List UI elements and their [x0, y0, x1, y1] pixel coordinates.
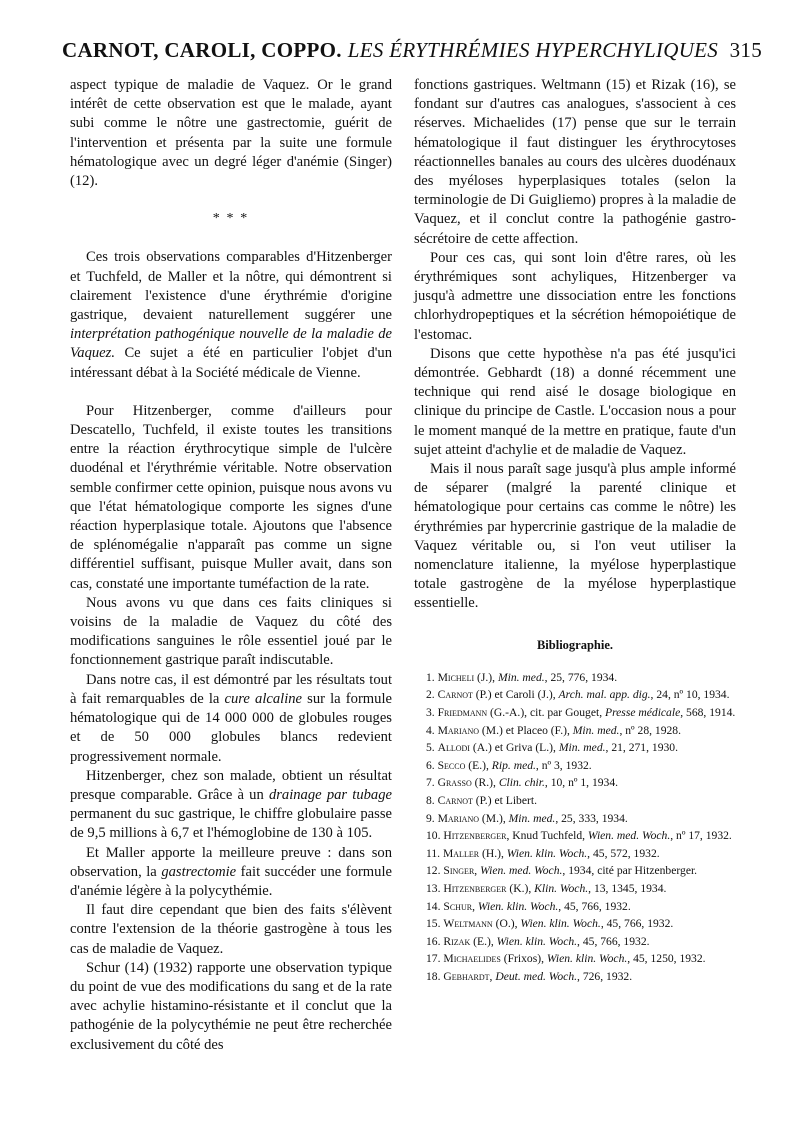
header-authors: CARNOT, CAROLI, COPPO.	[62, 38, 342, 62]
ref-author: Mariano	[437, 811, 480, 825]
ref-rest-a: (P.) et Libert.	[472, 794, 537, 808]
ref-rest-b: , 726, 1932.	[577, 969, 633, 983]
ref-num: 14.	[426, 899, 444, 913]
ref-author: Mariano	[437, 723, 480, 737]
paragraph: Il faut dire cependant que bien des faits s'élèvent contre l'extension de la théorie gastrogène à tous les cas de maladie de Vaquez.	[70, 902, 392, 957]
ref-num: 18.	[426, 969, 444, 983]
bibliography-entry	[414, 845, 736, 863]
paragraph: Nous avons vu que dans ces faits cliniques si voisins de la maladie de Vaquez du côté des modifications sanguines le rôle essentiel joué par le fonctionnement gastrique paraît indiscutable.	[70, 594, 392, 669]
bibliography-entry	[414, 669, 736, 687]
ref-rest-b: , 21, 271, 1930.	[605, 741, 678, 755]
paragraph: Hitzenberger, chez son malade, obtient un résultat presque comparable. Grâce à un drainage par tubage permanent du suc gastrique, le chiffre globulaire passe de 9,5 millions à 6,7 et l'hémoglobine de 130 à 105.	[70, 767, 392, 842]
ref-rest-a: (E.),	[465, 758, 492, 772]
ref-num: 15.	[426, 917, 444, 931]
ref-rest-a: (J.),	[474, 670, 498, 684]
ref-journal: Min. med.	[572, 723, 620, 737]
running-header	[62, 38, 762, 68]
ref-rest-b: , 25, 333, 1934.	[555, 811, 628, 825]
paragraph: Disons que cette hypothèse n'a pas été jusqu'ici démontrée. Gebhardt (18) a donné récemment une technique qui rend aisé le dosage biologique en clinique du principe de Castle. L'occasion nous a pour le moment manqué de la mettre en pratique, faute d'un sujet atteint d'achylie et de maladie de Vaquez.	[414, 345, 736, 458]
ref-rest-b: , 45, 1250, 1932.	[627, 952, 706, 966]
ref-rest-b: , 10, nº 1, 1934.	[544, 776, 619, 790]
ref-journal: Wien. klin. Woch.	[496, 934, 578, 948]
ref-rest-a: (A.) et Griva (L.),	[469, 741, 559, 755]
ref-rest-b: , 45, 766, 1932.	[558, 899, 631, 913]
ref-rest-a: ,	[472, 899, 478, 913]
ref-rest-a: (M.) et Placeo (F.),	[479, 723, 573, 737]
ref-rest-a: (R.),	[471, 776, 499, 790]
bibliography-entry	[414, 915, 736, 933]
ref-rest-a: (Frixos),	[500, 952, 547, 966]
ref-rest-a: (G.-A.), cit. par Gouget,	[487, 706, 605, 720]
ref-journal: Klin. Woch.	[534, 882, 589, 896]
bibliography-entry	[414, 933, 736, 951]
ref-rest-b: , 568, 1914.	[680, 706, 736, 720]
ref-author: Friedmann	[437, 706, 488, 720]
ref-journal: Min. med.	[558, 741, 606, 755]
ref-rest-a: (P.) et Caroli (J.),	[472, 688, 559, 702]
emphasis: drainage par tubage	[268, 786, 392, 803]
ref-num: 12.	[426, 864, 444, 878]
ref-author: Michaelides	[443, 952, 501, 966]
bibliography-entry	[414, 898, 736, 916]
ref-author: Carnot	[437, 794, 473, 808]
ref-rest-a: ,	[474, 864, 481, 878]
bibliography-entry	[414, 810, 736, 828]
ref-author: Weltmann	[443, 917, 493, 931]
paragraph: Schur (14) (1932) rapporte une observation typique du point de vue des modifications du sang et de la rate avec achylie histamino-résistante et il conclut que la pathogénie de la polycythémie ne peut être recherchée exclusivement du côté des	[70, 959, 392, 1053]
ref-rest-b: , nº 3, 1932.	[535, 758, 592, 772]
bibliography-list	[414, 669, 736, 986]
ref-author: Schur	[443, 899, 473, 913]
bibliography-entry	[414, 774, 736, 792]
ref-author: Maller	[442, 846, 480, 860]
ref-rest-b: , nº 17, 1932.	[670, 829, 732, 843]
ref-author: Gebhardt	[443, 969, 490, 983]
bibliography-title: Bibliographie.	[536, 637, 614, 652]
ref-journal: Presse médicale	[605, 706, 681, 720]
ref-num: 16.	[426, 934, 444, 948]
bibliography-entry	[414, 827, 736, 845]
ref-journal: Wien. klin. Woch.	[520, 917, 601, 931]
ref-journal: Rip. med.	[491, 758, 536, 772]
ref-rest-a: (K.),	[506, 882, 535, 896]
ref-author: Secco	[437, 758, 466, 772]
left-column	[70, 76, 392, 1055]
ref-journal: Min. med.	[508, 811, 556, 825]
paragraph: Pour Hitzenberger, comme d'ailleurs pour Descatello, Tuchfeld, il existe toutes les transitions entre la réaction érythrocytique simple de l'ulcère duodénal et l'érythrémie véritable. Notre observation semble confirmer cette opinion, puisque nous avons vu que l'état hématologique comporte les signes d'une réaction hyperplasique totale. Ajoutons que l'absence de splénomégalie n'apparaît pas comme un signe différentiel suffisant, puisque Muller avait, dans son cas, constaté une importante tuméfaction de la rate.	[70, 402, 392, 592]
ref-journal: Deut. med. Woch.	[495, 969, 578, 983]
ref-journal: Wien. klin. Woch.	[506, 846, 588, 860]
bibliography-entry	[414, 880, 736, 898]
paragraph: Et Maller apporte la meilleure preuve : dans son observation, la gastrectomie fait succéder une formule d'anémie légère à la polycythémie.	[70, 844, 392, 899]
ref-num: 8.	[426, 794, 438, 808]
ref-rest-b: , 45, 572, 1932.	[587, 846, 660, 860]
ref-num: 10.	[426, 829, 444, 843]
ref-author: Allodi	[437, 741, 470, 755]
ref-rest-a: (O.),	[492, 917, 521, 931]
ref-rest-a: (E.),	[470, 934, 497, 948]
ref-rest-b: , 24, nº 10, 1934.	[650, 688, 730, 702]
ref-rest-b: , 25, 776, 1934.	[544, 670, 618, 684]
ref-num: 7.	[426, 776, 438, 790]
paragraph: fonctions gastriques. Weltmann (15) et Rizak (16), se fondant sur d'autres cas analogues, s'associent à ces réserves. Michaelides (17) pense que sur le terrain hématologique il faut distinguer les érythrocytoses réactionnelles banales au cours des ulcères duodénaux des myéloses hyperplasiques totales (selon la terminologie de Di Guigliemo) propres à la maladie de Vaquez, et il conclut contre la pathogénie gastro-sécrétoire de cette affection.	[414, 77, 736, 247]
ref-journal: Wien. klin. Woch.	[546, 952, 628, 966]
paragraph: aspect typique de maladie de Vaquez. Or le grand intérêt de cette observation est que le malade, ayant subi comme le nôtre une gastrectomie, guérit de l'intervention et présenta par la suite une formule hématologique avec un degré léger d'anémie (Singer) (12).	[70, 77, 392, 190]
ref-rest-b: , nº 28, 1928.	[619, 723, 682, 737]
paragraph: Pour ces cas, qui sont loin d'être rares, où les érythrémiques sont achyliques, Hitzenberger va jusqu'à admettre une dissociation entre les fonctions chlorhydropeptiques et la sécrétion hémopoiétique de l'estomac.	[414, 249, 736, 343]
paragraph: Dans notre cas, il est démontré par les résultats tout à fait remarquables de la cure alcaline sur la formule hématologique qui de 14 000 000 de globules rouges et de 50 000 globules blancs redevient progressivement normale.	[70, 671, 392, 765]
ref-rest-b: , 45, 766, 1932.	[600, 917, 674, 931]
emphasis: interprétation pathogénique nouvelle de la maladie de Vaquez.	[70, 326, 392, 362]
bibliography-entry	[414, 722, 736, 740]
ref-journal: Wien. med. Woch.	[480, 864, 563, 878]
ref-journal: Arch. mal. app. dig.	[558, 688, 651, 702]
ref-author: Carnot	[437, 688, 473, 702]
ref-num: 2.	[426, 688, 438, 702]
ref-num: 1.	[426, 670, 438, 684]
ref-rest-a: (M.),	[479, 811, 509, 825]
ref-num: 17.	[426, 952, 444, 966]
bibliography-entry	[414, 757, 736, 775]
bibliography-entry	[414, 792, 736, 810]
ref-author: Rizak	[443, 934, 471, 948]
ref-num: 5.	[426, 741, 438, 755]
ref-journal: Wien. med. Woch.	[587, 829, 671, 843]
ref-rest-b: , 13, 1345, 1934.	[588, 882, 667, 896]
ref-num: 11.	[426, 846, 443, 860]
ref-author: Grasso	[437, 776, 472, 790]
header-title: LES ÉRYTHRÉMIES HYPERCHYLIQUES	[347, 38, 719, 62]
bibliography-entry	[414, 968, 736, 986]
bibliography-entry	[414, 950, 736, 968]
page-number: 315	[729, 38, 762, 62]
ref-rest-a: , Knud Tuchfeld,	[506, 829, 588, 843]
ref-rest-a: ,	[489, 969, 496, 983]
ref-rest-a: (H.),	[479, 846, 507, 860]
bibliography-entry	[414, 862, 736, 880]
ref-journal: Clin. chir.	[498, 776, 545, 790]
paragraph: Ces trois observations comparables d'Hitzenberger et Tuchfeld, de Maller et la nôtre, qui démontrent si clairement l'existence d'une érythrémie d'origine gastrique, devaient naturellement suggérer une interprétation pathogénique nouvelle de la maladie de Vaquez. Ce sujet a été en particulier l'objet d'un intéressant débat à la Société médicale de Vienne.	[70, 249, 392, 381]
ref-author: Micheli	[437, 670, 475, 684]
ref-author: Singer	[443, 864, 475, 878]
paragraph: Mais il nous paraît sage jusqu'à plus ample informé de séparer (malgré la parenté clinique et hématologique pour certains cas comme le nôtre) les érythrémies par hypercrinie gastrique de la maladie de Vaquez véritable ou, si l'on veut utiliser la nomenclature italienne, la myélose hyperplastique totale gastrogène de la myélose hyperplastique essentielle.	[414, 461, 736, 612]
ref-num: 3.	[426, 706, 438, 720]
ref-journal: Min. med.	[497, 670, 545, 684]
bibliography-entry	[414, 686, 736, 704]
ref-journal: Wien. klin. Woch.	[477, 899, 559, 913]
ref-author: Hitzenberger	[443, 829, 507, 843]
ref-rest-b: , 1934, cité par Hitzenberger.	[562, 864, 698, 878]
emphasis: cure alcaline	[224, 690, 303, 707]
section-separator: * * *	[212, 211, 250, 227]
right-column	[414, 76, 736, 986]
ref-num: 4.	[426, 723, 438, 737]
ref-num: 6.	[426, 758, 438, 772]
emphasis: gastrectomie	[161, 863, 237, 880]
ref-num: 13.	[426, 882, 444, 896]
bibliography-entry	[414, 739, 736, 757]
ref-num: 9.	[426, 811, 438, 825]
ref-rest-b: , 45, 766, 1932.	[577, 934, 650, 948]
ref-author: Hitzenberger	[443, 882, 507, 896]
bibliography-entry	[414, 704, 736, 722]
